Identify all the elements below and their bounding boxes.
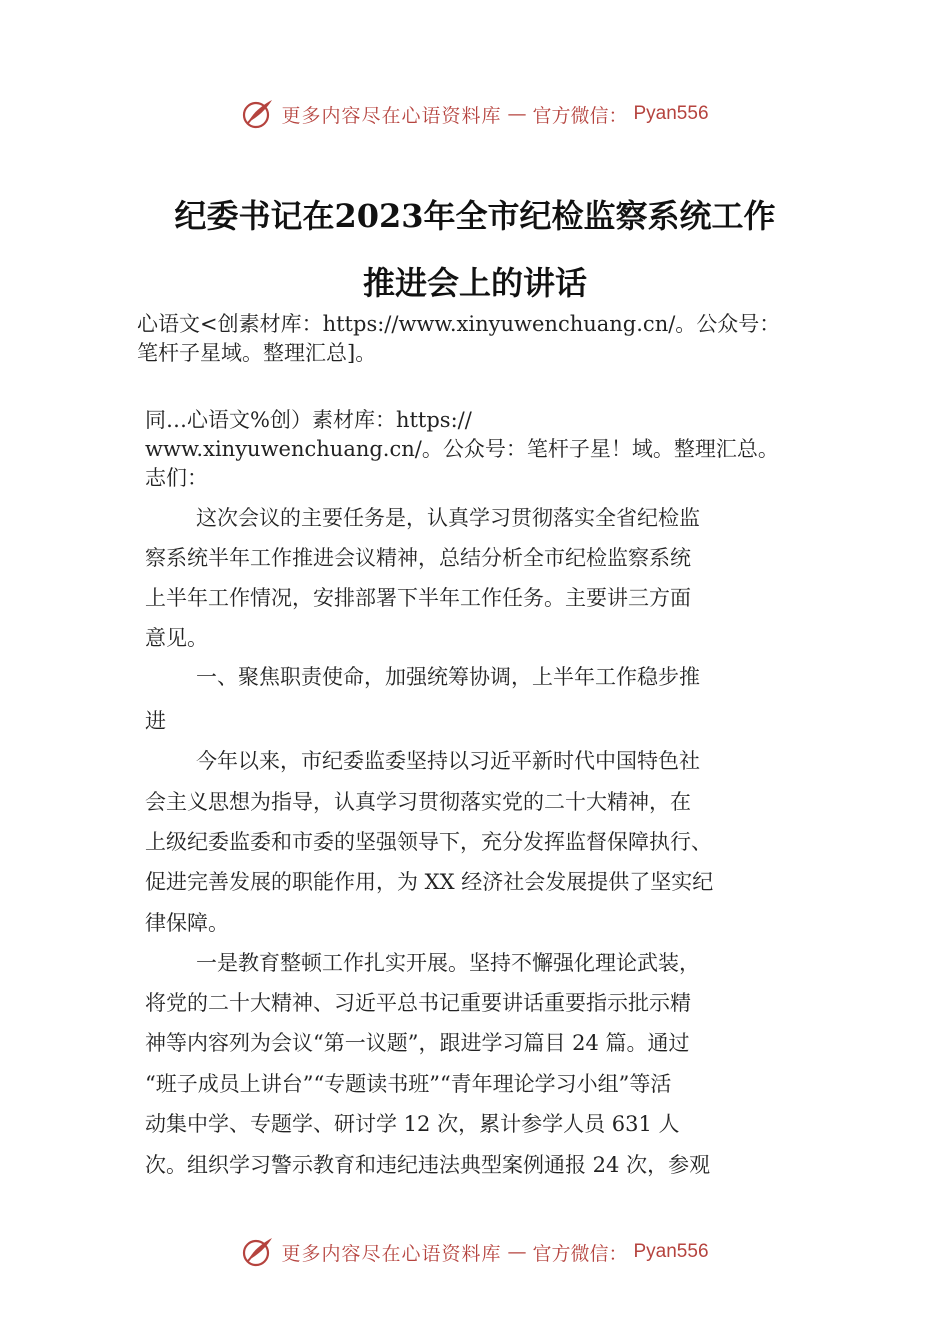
document-title-line-1: 纪委书记在2023年全市纪检监察系统工作: [174, 197, 776, 235]
banner-separator: —: [507, 1241, 527, 1263]
paragraph-line: 上半年工作情况，安排部署下半年工作任务。主要讲三方面: [145, 586, 691, 610]
banner-wechat-id: Pyan556: [633, 1241, 709, 1262]
document-title-line-2: 推进会上的讲话: [362, 264, 587, 302]
banner-wechat-label: 官方微信：: [532, 104, 628, 127]
quill-seal-logo-icon: [241, 97, 275, 131]
quill-seal-logo-icon: [241, 1235, 275, 1269]
banner-wechat-label: 官方微信：: [532, 1242, 628, 1265]
top-banner: [0, 94, 950, 134]
greeting-line-2: www.xinyuwenchuang.cn/。公众号：笔杆子星！域。整理汇总。: [145, 437, 779, 461]
paragraph-line: 动集中学、专题学、研讨学 12 次，累计参学人员 631 人: [145, 1112, 680, 1136]
banner-separator: —: [507, 103, 527, 125]
source-notice-line-2: 笔杆子星域。整理汇总]。: [137, 341, 377, 365]
greeting-line-1: 同…心语文%创）素材库：https://: [145, 408, 472, 432]
section-heading-line: 进: [145, 709, 166, 733]
banner-wechat-id: Pyan556: [633, 103, 709, 124]
paragraph-line: 促进完善发展的职能作用，为 XX 经济社会发展提供了坚实纪: [145, 870, 714, 894]
paragraph-line: 神等内容列为会议“第一议题”，跟进学习篇目 24 篇。通过: [145, 1031, 690, 1055]
paragraph-line: 将党的二十大精神、习近平总书记重要讲话重要指示批示精: [145, 991, 691, 1015]
paragraph-line: 律保障。: [145, 911, 229, 935]
paragraph-line: 意见。: [145, 626, 208, 650]
paragraph-line: 察系统半年工作推进会议精神，总结分析全市纪检监察系统: [145, 546, 691, 570]
paragraph-line: 这次会议的主要任务是，认真学习贯彻落实全省纪检监: [196, 506, 700, 530]
banner-text: 更多内容尽在心语资料库: [281, 1242, 502, 1265]
section-heading-line: 一、聚焦职责使命，加强统筹协调，上半年工作稳步推: [196, 665, 700, 689]
greeting-line-3: 志们：: [145, 466, 208, 490]
paragraph-line: 上级纪委监委和市委的坚强领导下，充分发挥监督保障执行、: [145, 830, 712, 854]
paragraph-line: 一是教育整顿工作扎实开展。坚持不懈强化理论武装，: [196, 951, 700, 975]
bottom-banner: [0, 1232, 950, 1272]
paragraph-line: 会主义思想为指导，认真学习贯彻落实党的二十大精神，在: [145, 790, 691, 814]
paragraph-line: 今年以来，市纪委监委坚持以习近平新时代中国特色社: [196, 749, 700, 773]
paragraph-line: “班子成员上讲台”“专题读书班”“青年理论学习小组”等活: [145, 1072, 672, 1096]
source-notice-line-1: 心语文<创素材库：https://www.xinyuwenchuang.cn/。公众号：: [137, 312, 781, 336]
banner-text: 更多内容尽在心语资料库: [281, 104, 502, 127]
paragraph-line: 次。组织学习警示教育和违纪违法典型案例通报 24 次，参观: [145, 1153, 711, 1177]
